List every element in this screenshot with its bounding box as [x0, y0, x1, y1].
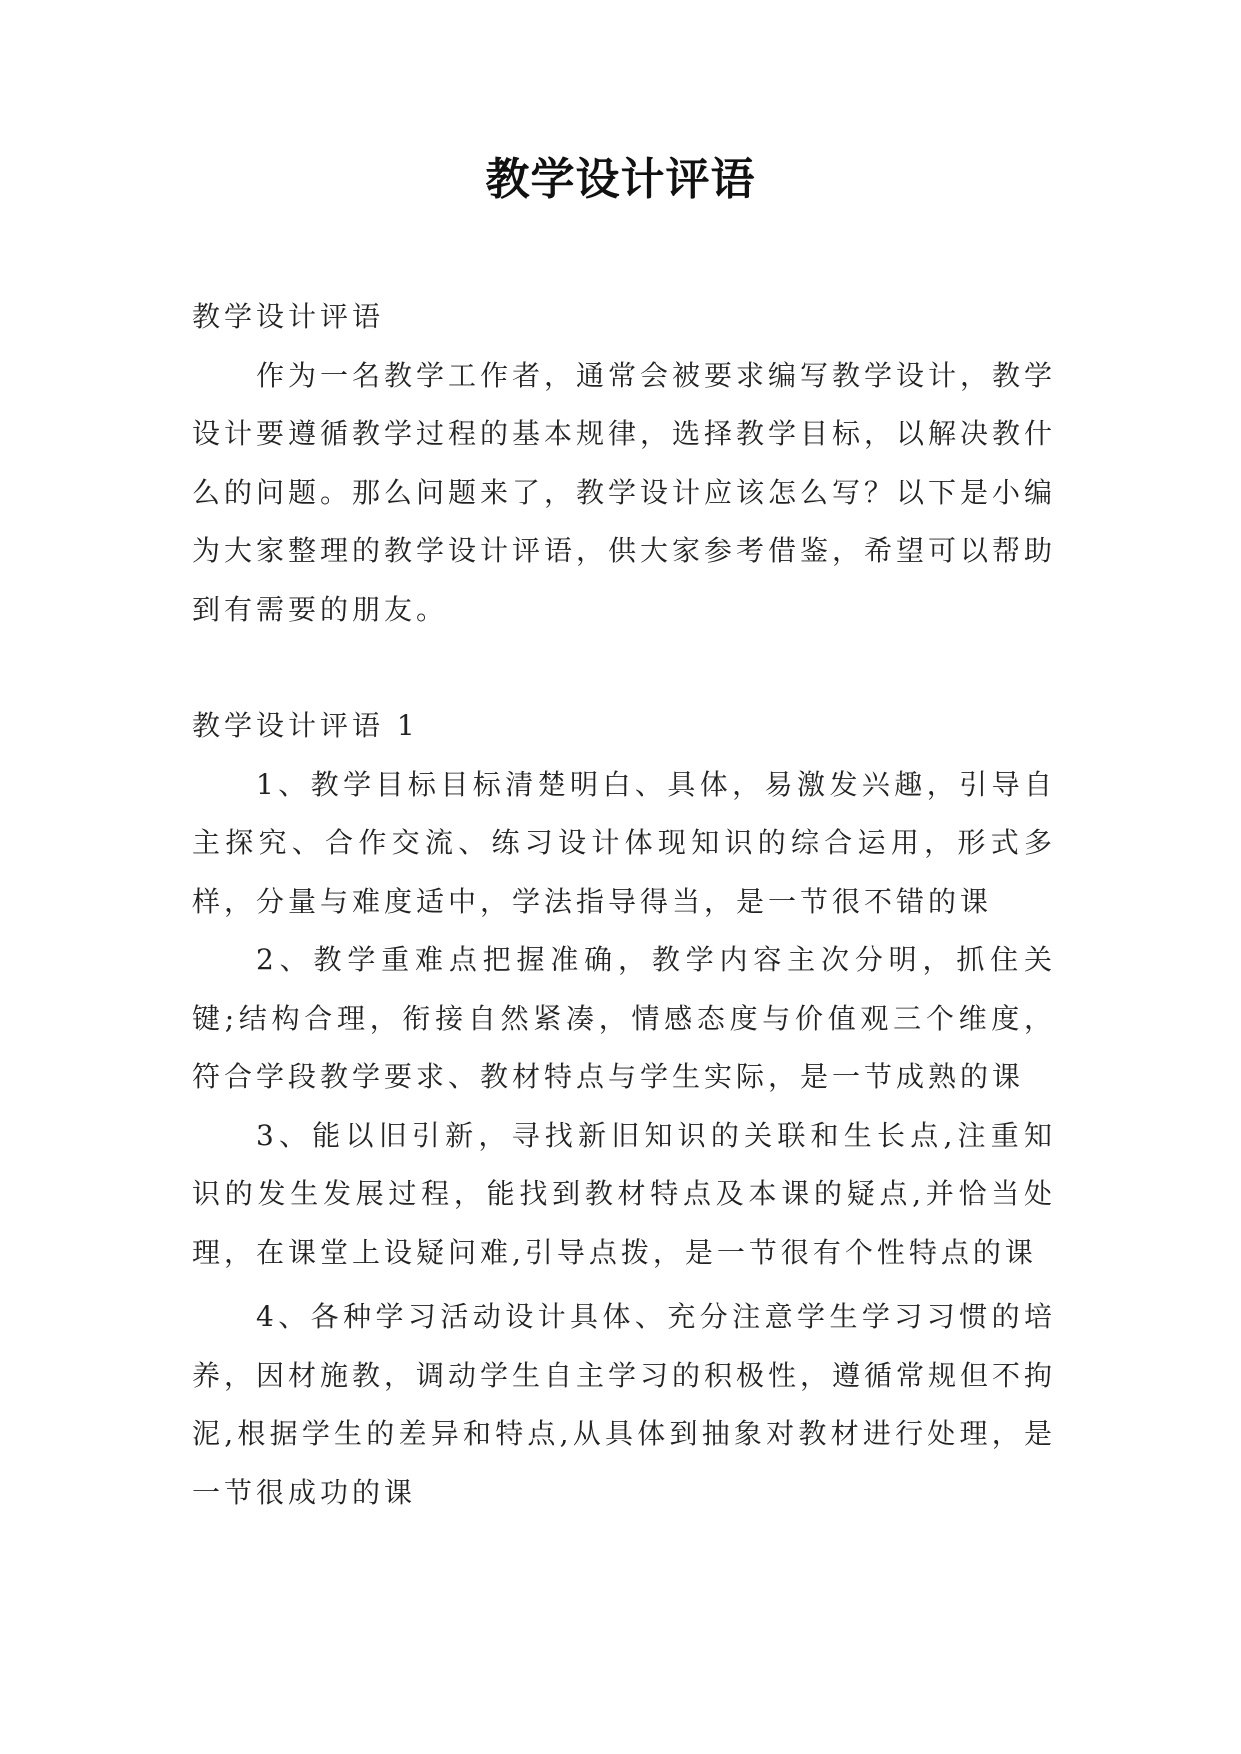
comment-item-4: 4、各种学习活动设计具体、充分注意学生学习习惯的培养，因材施教，调动学生自主学习的积极性，遵循常规但不拘泥,根据学生的差异和特点,从具体到抽象对教材进行处理，是一节很成功的课	[192, 1300, 1057, 1509]
section-heading: 教学设计评语 1	[192, 709, 419, 742]
intro-heading: 教学设计评语	[192, 300, 385, 333]
document-body	[192, 288, 1056, 1522]
comment-item-1: 1、教学目标目标清楚明白、具体，易激发兴趣，引导自主探究、合作交流、练习设计体现知识的综合运用，形式多样，分量与难度适中，学法指导得当，是一节很不错的课	[192, 767, 1056, 918]
document-title: 教学设计评语	[485, 154, 756, 205]
intro-paragraph: 作为一名教学工作者，通常会被要求编写教学设计，教学设计要遵循教学过程的基本规律，选择教学目标，以解决教什么的问题。那么问题来了，教学设计应该怎么写？以下是小编为大家整理的教学设计评语，供大家参考借鉴，希望可以帮助到有需要的朋友。	[192, 358, 1057, 626]
comment-item-3: 3、能以旧引新，寻找新旧知识的关联和生长点,注重知识的发生发展过程，能找到教材特点及本课的疑点,并恰当处理，在课堂上设疑问难,引导点拨，是一节很有个性特点的课	[192, 1118, 1056, 1269]
comment-item-2: 2、教学重难点把握准确，教学内容主次分明，抓住关键;结构合理，衔接自然紧凑，情感态度与价值观三个维度，符合学段教学要求、教材特点与学生实际，是一节成熟的课	[192, 943, 1056, 1093]
